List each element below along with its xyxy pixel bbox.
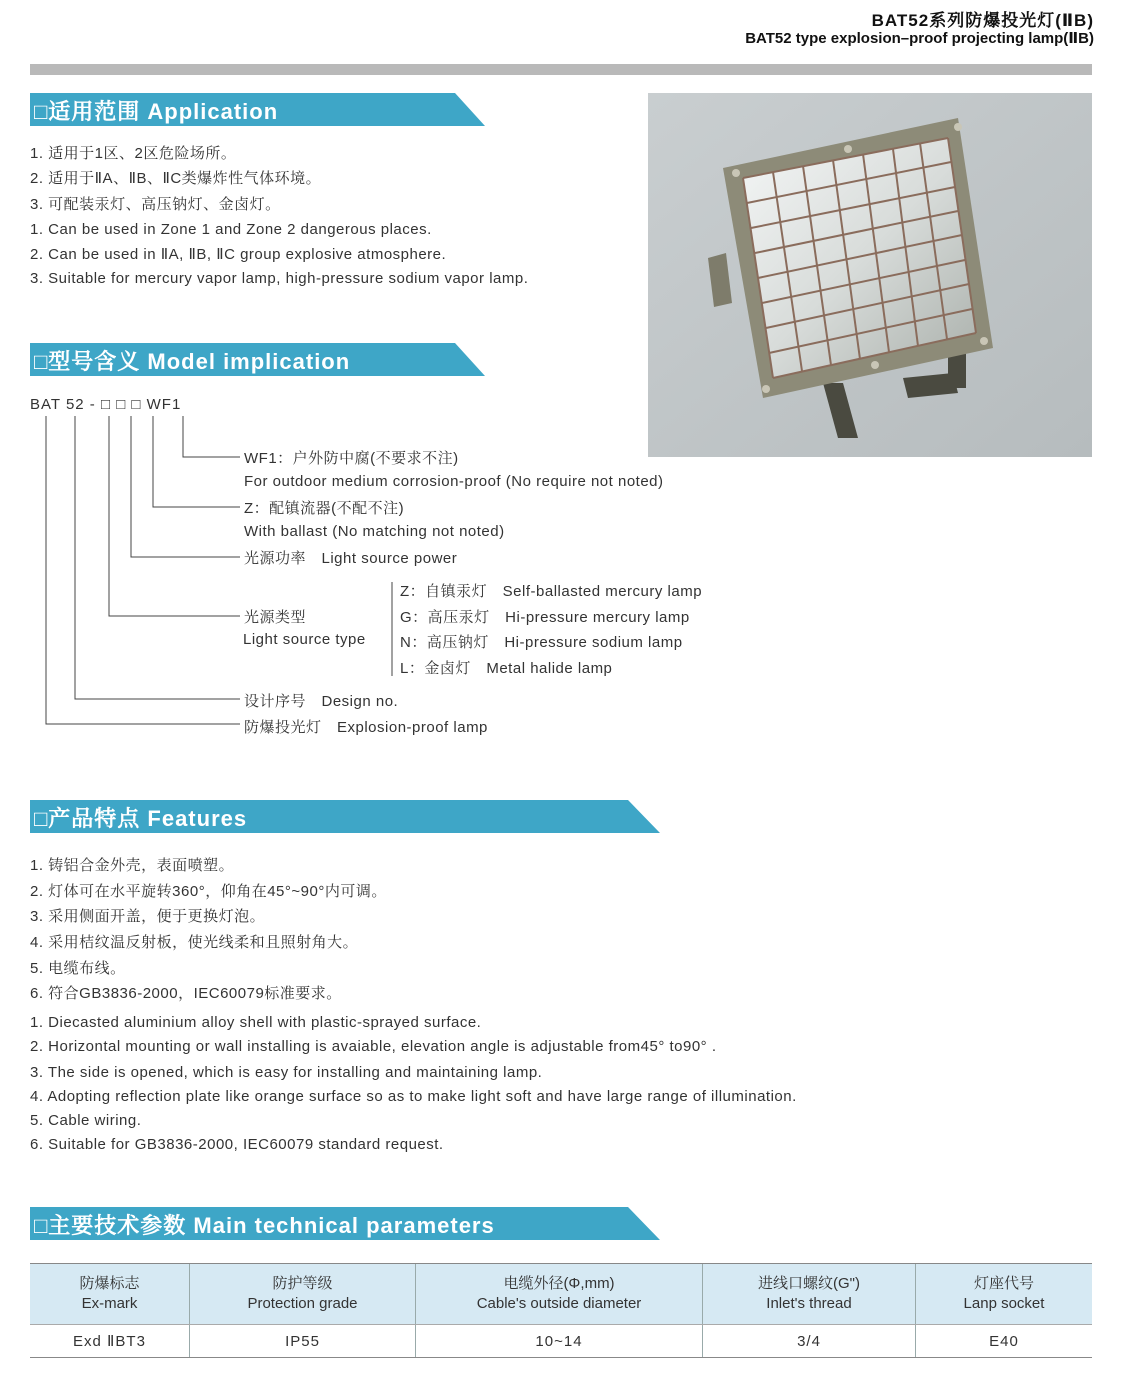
model-type-n: N：高压钠灯 Hi-pressure sodium lamp [400, 634, 683, 651]
feature-en-4: 4. Adopting reflection plate like orange surface so as to make light soft and have large range of illumination. [30, 1088, 797, 1105]
application-en-2: 2. Can be used in ⅡA, ⅡB, ⅡC group explosive atmosphere. [30, 246, 447, 263]
model-wf1-cn: WF1：户外防中腐(不要求不注) [244, 450, 459, 467]
page-title-cn: BAT52系列防爆投光灯(ⅡB) [871, 11, 1094, 30]
feature-en-3: 3. The side is opened, which is easy for installing and maintaining lamp. [30, 1064, 543, 1081]
col-header-cable: 电缆外径(Φ,mm) Cable's outside diameter [416, 1264, 703, 1325]
model-type-l: L：金卤灯 Metal halide lamp [400, 660, 613, 677]
col-header-socket: 灯座代号 Lanp socket [916, 1264, 1093, 1325]
model-type-z: Z：自镇汞灯 Self-ballasted mercury lamp [400, 583, 703, 600]
feature-cn-4: 4. 采用桔纹温反射板，使光线柔和且照射角大。 [30, 934, 359, 951]
model-wf1-en: For outdoor medium corrosion-proof (No require not noted) [244, 473, 664, 490]
feature-en-6: 6. Suitable for GB3836-2000, IEC60079 standard request. [30, 1136, 444, 1153]
table-row [30, 1325, 1092, 1358]
model-z-en: With ballast (No matching not noted) [244, 523, 505, 540]
params-header-row [30, 1264, 1092, 1325]
page-title-en: BAT52 type explosion–proof projecting lamp(ⅡB) [745, 30, 1094, 47]
model-type-g: G：高压汞灯 Hi-pressure mercury lamp [400, 609, 690, 626]
application-cn-1: 1. 适用于1区、2区危险场所。 [30, 145, 237, 162]
feature-cn-3: 3. 采用侧面开盖，便于更换灯泡。 [30, 908, 266, 925]
cell-protection: IP55 [190, 1325, 416, 1358]
application-cn-2: 2. 适用于ⅡA、ⅡB、ⅡC类爆炸性气体环境。 [30, 170, 322, 187]
cell-inlet: 3/4 [703, 1325, 916, 1358]
cell-socket: E40 [916, 1325, 1093, 1358]
model-code: BAT 52 - □ □ □ WF1 [30, 396, 182, 413]
section-heading-params: □主要技术参数 Main technical parameters [30, 1207, 660, 1240]
cell-cable: 10~14 [416, 1325, 703, 1358]
col-header-ex-mark: 防爆标志 Ex-mark [30, 1264, 190, 1325]
application-en-1: 1. Can be used in Zone 1 and Zone 2 dangerous places. [30, 221, 432, 238]
feature-cn-1: 1. 铸铝合金外壳，表面喷塑。 [30, 857, 235, 874]
feature-en-2: 2. Horizontal mounting or wall installing is avaiable, elevation angle is adjustable from45° to90° . [30, 1038, 717, 1055]
section-heading-application: □适用范围 Application [30, 93, 485, 126]
col-header-protection: 防护等级 Protection grade [190, 1264, 416, 1325]
feature-cn-6: 6. 符合GB3836-2000，IEC60079标准要求。 [30, 985, 342, 1002]
feature-en-1: 1. Diecasted aluminium alloy shell with plastic-sprayed surface. [30, 1014, 482, 1031]
params-table [30, 1263, 1092, 1358]
cell-ex-mark: Exd ⅡBT3 [30, 1325, 190, 1358]
lamp-photo [648, 93, 1092, 457]
feature-cn-5: 5. 电缆布线。 [30, 960, 126, 977]
application-cn-3: 3. 可配装汞灯、高压钠灯、金卤灯。 [30, 196, 281, 213]
section-heading-features: □产品特点 Features [30, 800, 660, 833]
model-power: 光源功率 Light source power [244, 550, 458, 567]
col-header-inlet: 进线口螺纹(G") Inlet's thread [703, 1264, 916, 1325]
application-en-3: 3. Suitable for mercury vapor lamp, high-pressure sodium vapor lamp. [30, 270, 529, 287]
section-heading-model: □型号含义 Model implication [30, 343, 485, 376]
feature-cn-2: 2. 灯体可在水平旋转360°，仰角在45°~90°内可调。 [30, 883, 387, 900]
model-design: 设计序号 Design no. [244, 693, 399, 710]
model-connector-lines [0, 0, 400, 740]
model-z-cn: Z：配镇流器(不配不注) [244, 500, 405, 517]
model-type-cn: 光源类型 [244, 609, 307, 626]
feature-en-5: 5. Cable wiring. [30, 1112, 142, 1129]
model-lamp: 防爆投光灯 Explosion-proof lamp [244, 719, 488, 736]
model-type-en: Light source type [243, 631, 366, 648]
